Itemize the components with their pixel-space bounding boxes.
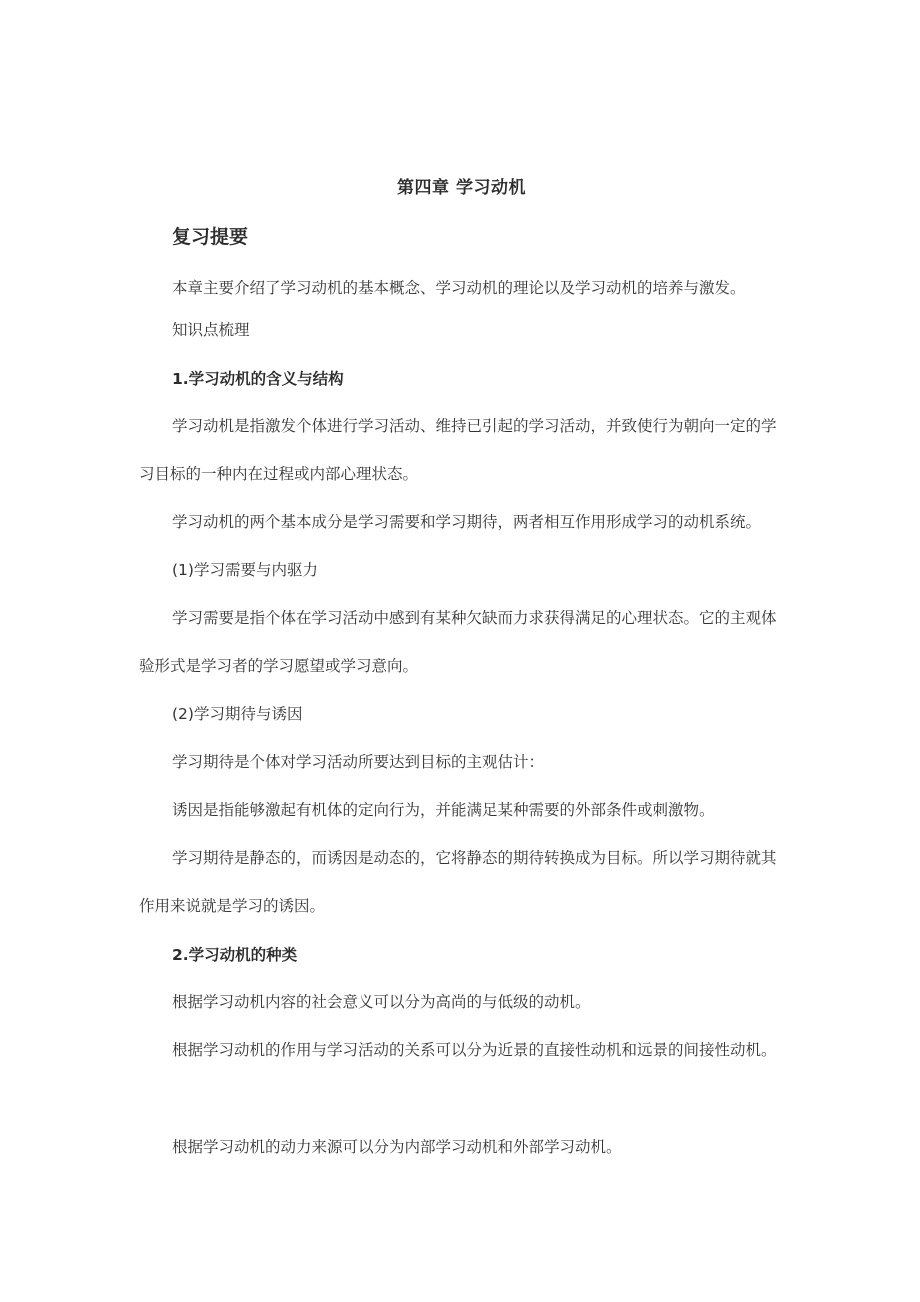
subheading-learning-needs: (1)学习需要与内驱力 xyxy=(172,561,318,579)
subheading-expectation-incentive: (2)学习期待与诱因 xyxy=(172,705,303,723)
paragraph-components: 学习动机的两个基本成分是学习需要和学习期待，两者相互作用形成学习的动机系统。 xyxy=(172,513,762,531)
paragraph-knowledge-label: 知识点梳理 xyxy=(172,321,250,339)
paragraph-expectation: 学习期待是个体对学习活动所要达到目标的主观估计： xyxy=(172,753,545,771)
paragraph-type-relation: 根据学习动机的作用与学习活动的关系可以分为近景的直接性动机和远景的间接性动机。 xyxy=(172,1041,777,1059)
paragraph-type-source: 根据学习动机的动力来源可以分为内部学习动机和外部学习动机。 xyxy=(172,1138,622,1156)
paragraph-incentive: 诱因是指能够激起有机体的定向行为，并能满足某种需要的外部条件或刺激物。 xyxy=(172,801,715,819)
chapter-title: 第四章 学习动机 xyxy=(397,178,526,198)
paragraph-definition: 学习动机是指激发个体进行学习活动、维持已引起的学习活动，并致使行为朝向一定的学习目标的一种内在过程或内部心理状态。 xyxy=(139,417,777,483)
paragraph-summary: 本章主要介绍了学习动机的基本概念、学习动机的理论以及学习动机的培养与激发。 xyxy=(172,279,746,297)
subheading-types: 2.学习动机的种类 xyxy=(172,946,298,964)
review-heading: 复习提要 xyxy=(172,226,249,248)
subheading-definition-structure: 1.学习动机的含义与结构 xyxy=(172,370,344,388)
paragraph-static-dynamic: 学习期待是静态的，而诱因是动态的，它将静态的期待转换成为目标。所以学习期待就其作用来说就是学习的诱因。 xyxy=(139,849,777,915)
paragraph-type-social: 根据学习动机内容的社会意义可以分为高尚的与低级的动机。 xyxy=(172,993,591,1011)
paragraph-learning-needs: 学习需要是指个体在学习活动中感到有某种欠缺而力求获得满足的心理状态。它的主观体验形式是学习者的学习愿望或学习意向。 xyxy=(139,609,777,675)
